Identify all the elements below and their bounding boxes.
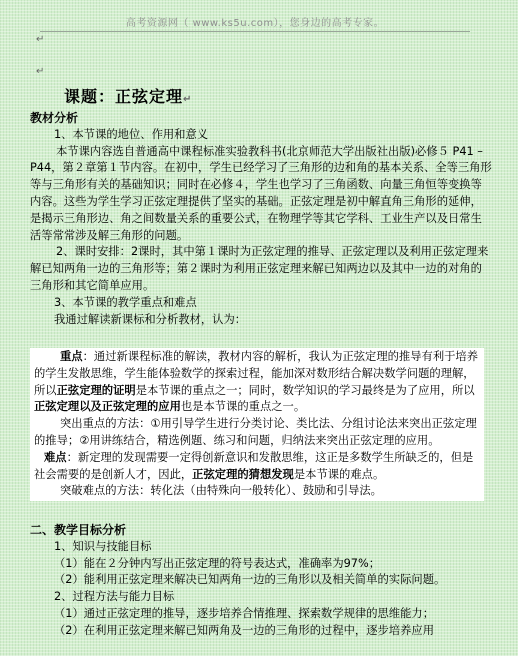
section-heading: 二、教学目标分析 (30, 523, 127, 537)
section-heading: 教材分析 (30, 111, 79, 125)
lesson-title: 课题：正弦定理↵ (64, 87, 193, 106)
sub-heading: 3、本节课的教学重点和难点 (54, 295, 197, 309)
paragraph: 我通过解读新课标和分析教材，认为： (54, 312, 247, 326)
list-item: （2）在利用正弦定理来解已知两角及一边的三角形的过程中，逐步培养应用 (54, 623, 434, 637)
key-points-box (30, 348, 484, 501)
section-objectives (30, 522, 492, 640)
key-point-paragraph: 重点：通过新课程标准的解读，教材内容的解析，我认为正弦定理的推导有利于培养的学生发散思维，学生能体验数学的探索过程，能加深对数形结合解决数学问题的理解，所以正弦定理的证明是本节课的重点之一；同时，数学知识的学习最终是为了应用，所以正弦定理以及正弦定理的应用也是本节课的重点之一。 (34, 350, 479, 414)
list-item: （2）能利用正弦定理来解决已知两角一边的三角形以及相关简单的实际问题。 (54, 573, 446, 587)
key-method-paragraph: 突出重点的方法：①用引导学生进行分类讨论、类比法、分组讨论法来突出正弦定理的推导；②用讲练结合，精选例题、练习和问题，归纳法来突出正弦定理的应用。 (34, 417, 477, 447)
sub-heading: 2、过程方法与能力目标 (54, 590, 175, 604)
list-item: （1）能在２分钟内写出正弦定理的符号表达式，准确率为97%； (54, 556, 381, 570)
section-materials (30, 110, 492, 328)
list-item: （1）通过正弦定理的推导，逐步培养合情推理、探索数学规律的思维能力； (54, 606, 434, 620)
page-header (40, 14, 470, 32)
return-mark: ↵ (36, 34, 45, 45)
return-mark: ↵ (36, 66, 45, 77)
sub-heading: 1、知识与技能目标 (54, 539, 152, 553)
paragraph: 2、课时安排：2课时，其中第１课时为正弦定理的推导、正弦定理以及利用正弦定理来解已知两角一边的三角形等；第２课时为利用正弦定理来解已知两边以及其中一边的对角的三角形和其它简单应用。 (30, 245, 489, 292)
difficulty-paragraph: 难点：新定理的发现需要一定得创新意识和发散思维，这正是多数学生所缺乏的，但是社会需要的是创新人才，因此，正弦定理的猜想发现是本节课的难点。 (34, 450, 474, 481)
paragraph: 本节课内容选自普通高中课程标准实验教科书(北京师范大学出版社出版)必修５ P41 – P44，第２章第１节内容。在初中，学生已经学习了三角形的边和角的基本关系、全等三角形等与三角形有关的基础知识；同时在必修４，学生也学习了三角函数、向量三角恒等变换等内容。这些为学生学习正弦定理提供了坚实的基础。正弦定理是初中解直角三角形的延伸，是揭示三角形边、角之间数量关系的重要公式，在物理学等其它学科、工业生产以及日常生活等常常涉及解三角形的问题。 (30, 144, 492, 242)
header-text: 高考资源网（ www.ks5u.com），您身边的高考专家。 (125, 18, 385, 29)
sub-heading: 1、本节课的地位、作用和意义 (54, 127, 209, 141)
difficulty-method-paragraph: 突破难点的方法：转化法（由特殊向一般转化）、鼓励和引导法。 (60, 484, 382, 498)
